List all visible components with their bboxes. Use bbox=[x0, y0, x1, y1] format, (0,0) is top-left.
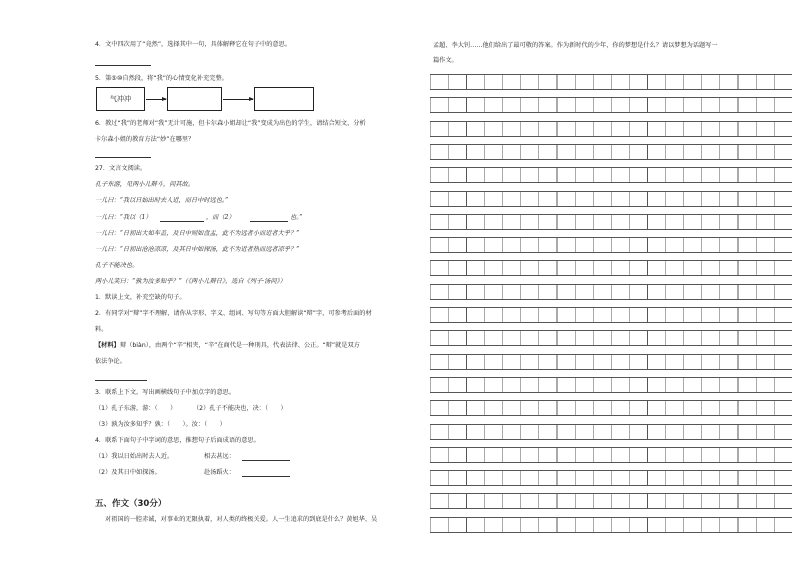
sub4-row2-a: （2）及其日中如探汤。 bbox=[95, 469, 161, 476]
grid-row[interactable] bbox=[430, 354, 792, 370]
grid-row[interactable] bbox=[430, 377, 792, 393]
mood-box-2[interactable] bbox=[167, 87, 222, 111]
classical-text-p6: 孔子不能决也。 bbox=[95, 262, 139, 269]
answer-line-sub4-2[interactable] bbox=[242, 476, 290, 477]
sub-question-2-line1: 2．有同学对“辩”字不理解，请你从字形、字义、组词、写句等方面大胆解读“辩”字，可参考后面的材 bbox=[95, 310, 372, 317]
grid-row[interactable] bbox=[430, 493, 792, 509]
question-6-line2: 卡尔森小姐的教育方法“妙”在哪里？ bbox=[95, 136, 195, 143]
answer-line-q4[interactable] bbox=[95, 65, 151, 66]
section-5-heading: 五、作文（30分） bbox=[95, 499, 167, 509]
question-6-line1: 6．教过“我”的老师对“我”无计可施，但卡尔森小姐却让“我”变成为出色的学生，请结合短文，分析 bbox=[95, 120, 366, 127]
grid-row[interactable] bbox=[430, 237, 792, 253]
mood-box-3[interactable] bbox=[254, 87, 314, 111]
question-27: 27．文言文阅读。 bbox=[95, 165, 147, 172]
sub-question-1: 1．默读上文，补充空缺的句子。 bbox=[95, 294, 186, 301]
mood-box-1 bbox=[96, 87, 145, 111]
grid-row[interactable] bbox=[430, 214, 792, 230]
grid-row[interactable] bbox=[430, 284, 792, 300]
classical-text-p3-b: ，而（2） bbox=[206, 214, 235, 221]
sub-question-3: 3．联系上下文，写出画横线句子中加点字的意思。 bbox=[95, 389, 236, 396]
sub4-row2-b: 赴汤蹈火： bbox=[204, 469, 235, 476]
sub4-row1-b: 相去甚远： bbox=[204, 453, 235, 460]
question-5: 5．第⑤⑩自然段，将“我”的心情变化补充完整。 bbox=[95, 75, 228, 82]
essay-prompt-line3: 篇作文。 bbox=[433, 57, 458, 64]
classical-text-p1: 孔子东游，见两小儿辩斗，问其故。 bbox=[95, 181, 194, 188]
grid-row[interactable] bbox=[430, 517, 792, 533]
sub4-row1-a: （1）我以日始出时去人近。 bbox=[95, 453, 174, 460]
grid-row[interactable] bbox=[430, 447, 792, 463]
grid-row[interactable] bbox=[430, 191, 792, 207]
essay-prompt-line2: 孟超、李大钊……他们给出了最可敬的答案。作为新时代的少年，你的梦想是什么？请以梦想为话题写一 bbox=[433, 42, 718, 49]
answer-line-q6[interactable] bbox=[95, 157, 151, 158]
classical-text-p4: 一儿曰：“日初出大如车盖，及日中则如盘盂，此不为远者小而近者大乎？” bbox=[95, 230, 300, 237]
grid-row[interactable] bbox=[430, 400, 792, 416]
sub3-row2: （3）孰为汝多知乎？孰：（ ）。汝：（ ） bbox=[95, 421, 226, 428]
grid-row[interactable] bbox=[430, 97, 792, 113]
question-4: 4．文中四次用了“竟然”，选择其中一句，具体解释它在句子中的意思。 bbox=[95, 41, 291, 48]
material-line2: 依法争论。 bbox=[95, 358, 126, 365]
grid-row[interactable] bbox=[430, 424, 792, 440]
sub3-row1-b: （2）孔子不能决也，决：（ ） bbox=[193, 405, 287, 412]
material-line1: 辩（biàn），由两个“辛”相夹，“辛”在商代是一种刑具，代表法律、公正。“辩”就是双方 bbox=[120, 342, 360, 349]
grid-row[interactable] bbox=[430, 74, 792, 90]
answer-line-sub2[interactable] bbox=[95, 380, 147, 381]
essay-prompt-line1: 对祖国的一腔赤诚，对事业的无限执着，对人类的终极关爱。人一生追求的到底是什么？黄旭华、吴 bbox=[105, 516, 378, 523]
material-label: 【材料】 bbox=[95, 342, 120, 349]
grid-row[interactable] bbox=[430, 470, 792, 486]
classical-text-p5: 一儿曰：“日初出沧沧凉凉，及其日中如探汤，此不为近者热而远者凉乎？” bbox=[95, 246, 300, 253]
blank-2[interactable] bbox=[250, 221, 288, 222]
classical-text-p3-c: 也。” bbox=[290, 214, 303, 221]
grid-row[interactable] bbox=[430, 330, 792, 346]
classical-text-p3-a: 一儿曰：“我以（1） bbox=[95, 214, 152, 221]
arrow-1 bbox=[146, 99, 166, 100]
sub-question-4: 4．联系下面句子中字词的意思，推想句子后面成语的意思。 bbox=[95, 437, 260, 444]
blank-1[interactable] bbox=[160, 221, 204, 222]
arrow-2 bbox=[223, 99, 253, 100]
grid-row[interactable] bbox=[430, 260, 792, 276]
answer-line-sub4-1[interactable] bbox=[242, 460, 290, 461]
mood-box-1-label: 气冲冲 bbox=[110, 95, 131, 103]
classical-text-p2: 一儿曰：“我以日始出时去人近，而日中时远也。” bbox=[95, 197, 229, 204]
sub3-row1-a: （1）孔子东游，游：（ ） bbox=[95, 405, 177, 412]
sub-question-2-line2: 料。 bbox=[95, 326, 108, 333]
grid-row[interactable] bbox=[430, 307, 792, 323]
grid-row[interactable] bbox=[430, 167, 792, 183]
grid-row[interactable] bbox=[430, 121, 792, 137]
classical-text-p7: 两小儿笑曰：“孰为汝多知乎？”（《两小儿辩日》，选自《列子·汤问》） bbox=[95, 278, 286, 285]
grid-row[interactable] bbox=[430, 144, 792, 160]
